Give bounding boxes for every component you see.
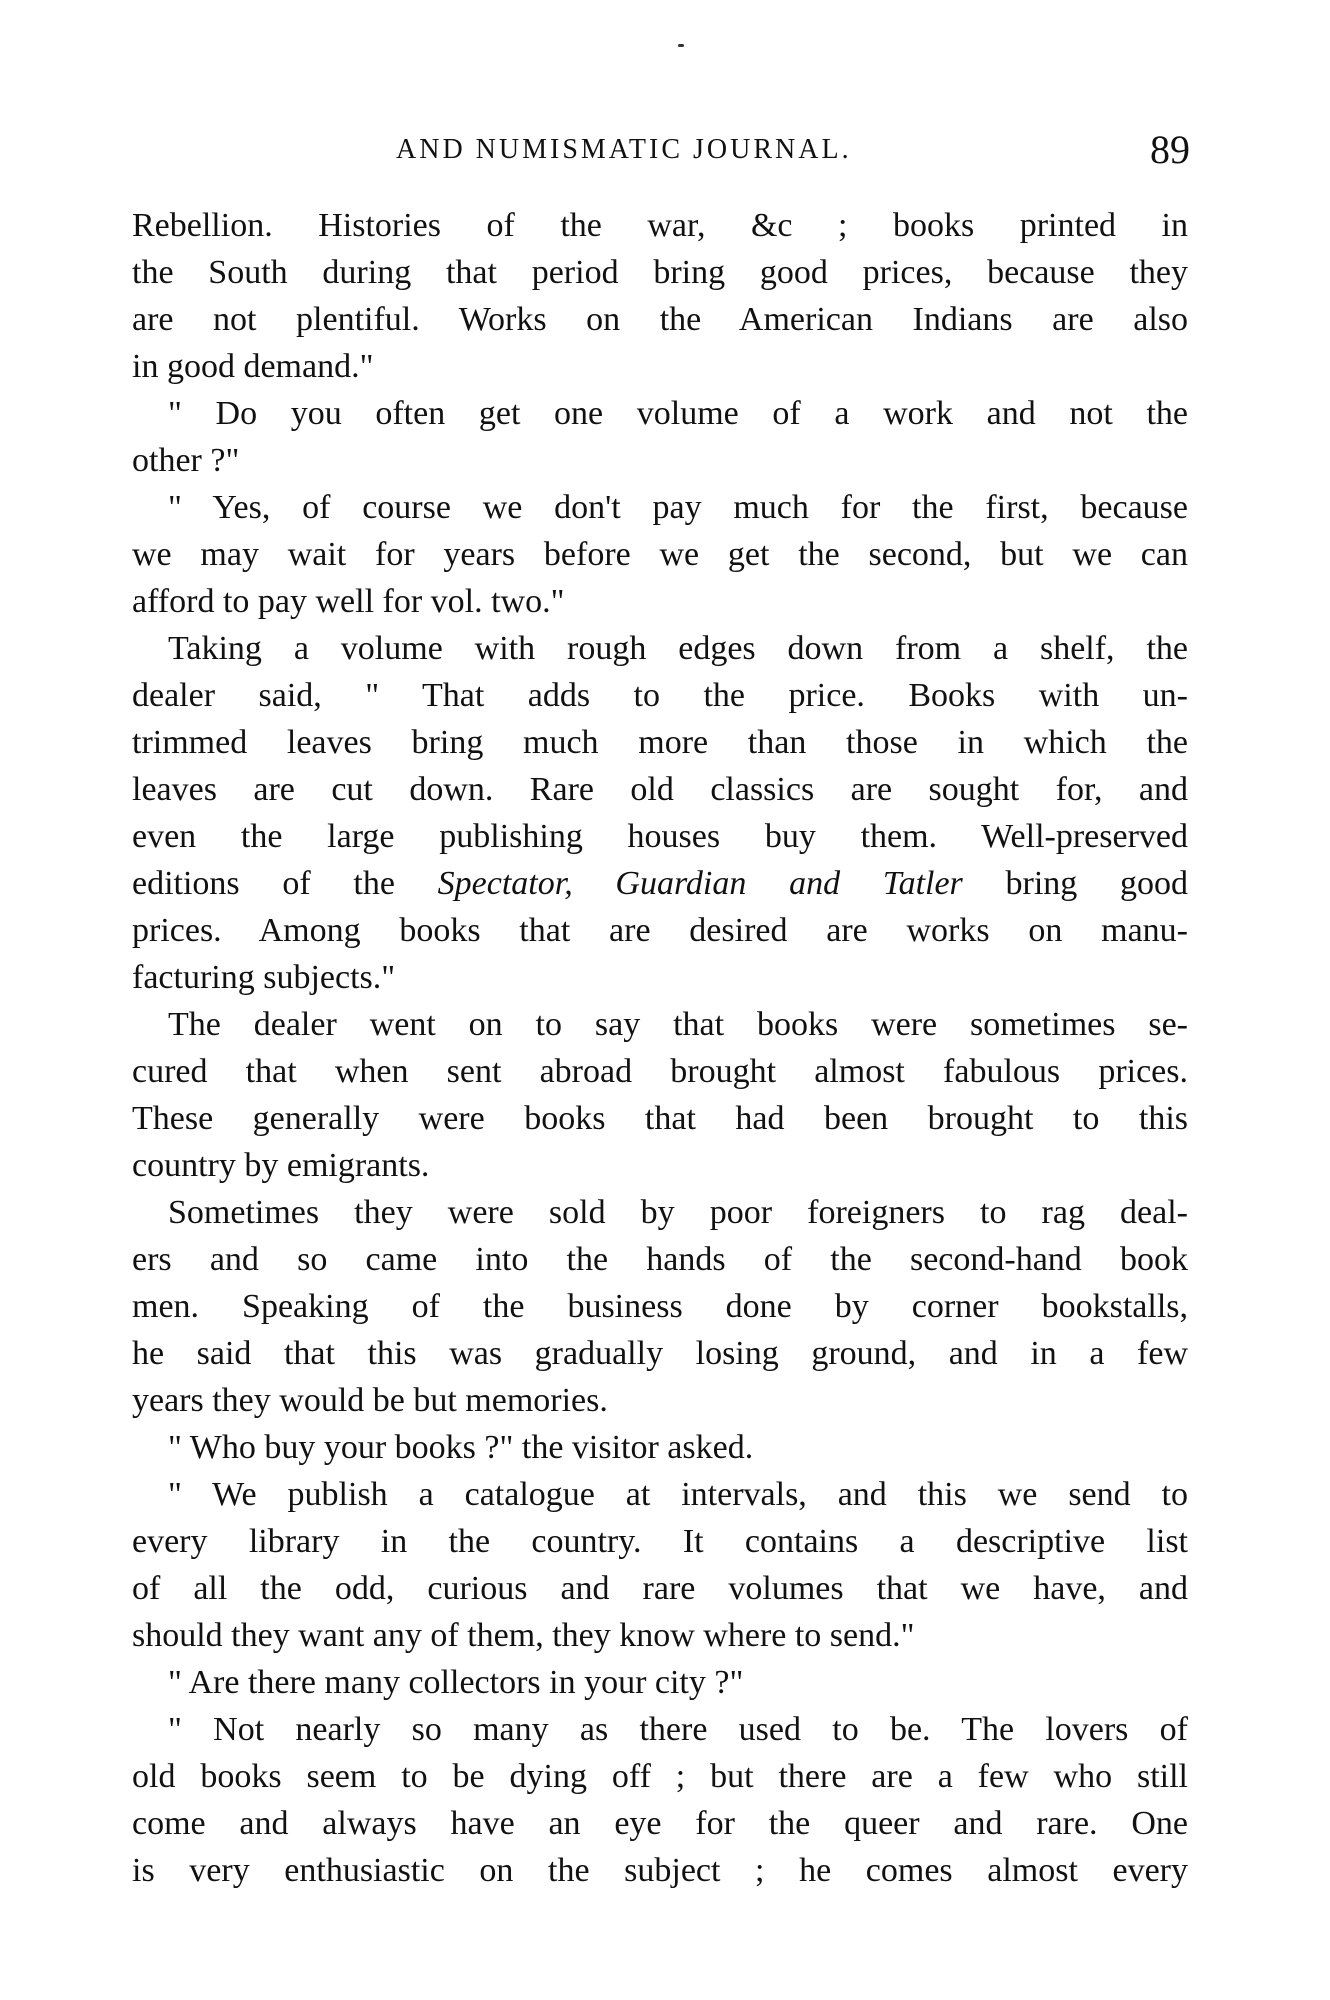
text-line: facturing subjects." (132, 959, 396, 996)
text-line: " We publish a catalogue at intervals, and this we send to (168, 1476, 1188, 1513)
text-line: we may wait for years before we get the second, but we can (132, 536, 1188, 573)
text-line: he said that this was gradually losing ground, and in a few (132, 1335, 1188, 1372)
text-line: should they want any of them, they know where to send." (132, 1617, 915, 1654)
text-line: is very enthusiastic on the subject ; he comes almost every (132, 1852, 1188, 1889)
page-number: 89 (1150, 127, 1190, 172)
speck (678, 44, 684, 47)
text-line: The dealer went on to say that books were sometimes se- (168, 1006, 1188, 1043)
text-line: in good demand." (132, 348, 374, 385)
italic-titles: Spectator, Guardian and Tatler (437, 865, 963, 902)
text-line: the South during that period bring good prices, because they (132, 254, 1188, 291)
text-segment: editions of the (132, 865, 438, 902)
text-line: of all the odd, curious and rare volumes that we have, and (132, 1570, 1188, 1607)
text-line: Taking a volume with rough edges down from a shelf, the (168, 630, 1188, 667)
text-line: trimmed leaves bring much more than those in which the (132, 724, 1188, 761)
text-line: Sometimes they were sold by poor foreigners to rag deal- (168, 1194, 1188, 1231)
text-line: ers and so came into the hands of the second-hand book (132, 1241, 1188, 1278)
text-segment: bring good (962, 865, 1188, 902)
text-line-with-titles (132, 860, 1188, 907)
text-line: years they would be but memories. (132, 1382, 608, 1419)
page-header (130, 126, 1190, 176)
text-line: old books seem to be dying off ; but there are a few who still (132, 1758, 1188, 1795)
text-line: every library in the country. It contains a descriptive list (132, 1523, 1188, 1560)
text-line: " Not nearly so many as there used to be. The lovers of (168, 1711, 1188, 1748)
body-text (132, 202, 1188, 1894)
text-line: cured that when sent abroad brought almost fabulous prices. (132, 1053, 1188, 1090)
text-line: other ?" (132, 442, 240, 479)
text-line: leaves are cut down. Rare old classics are sought for, and (132, 771, 1188, 808)
text-line: even the large publishing houses buy them. Well-preserved (132, 818, 1188, 855)
text-line: " Do you often get one volume of a work and not the (168, 395, 1188, 432)
text-line: Rebellion. Histories of the war, &c ; books printed in (132, 207, 1188, 244)
text-line: come and always have an eye for the queer and rare. One (132, 1805, 1188, 1842)
text-line: dealer said, " That adds to the price. Books with un- (132, 677, 1188, 714)
text-line: men. Speaking of the business done by corner bookstalls, (132, 1288, 1188, 1325)
text-line: " Who buy your books ?" the visitor asked. (168, 1429, 754, 1466)
text-line: These generally were books that had been brought to this (132, 1100, 1188, 1137)
text-line: are not plentiful. Works on the American Indians are also (132, 301, 1188, 338)
text-line: " Are there many collectors in your city ?" (168, 1664, 744, 1701)
text-line: country by emigrants. (132, 1147, 430, 1184)
text-line: afford to pay well for vol. two." (132, 583, 565, 620)
running-head: AND NUMISMATIC JOURNAL. (396, 134, 852, 165)
text-line: " Yes, of course we don't pay much for the first, because (168, 489, 1188, 526)
text-line: prices. Among books that are desired are works on manu- (132, 912, 1188, 949)
